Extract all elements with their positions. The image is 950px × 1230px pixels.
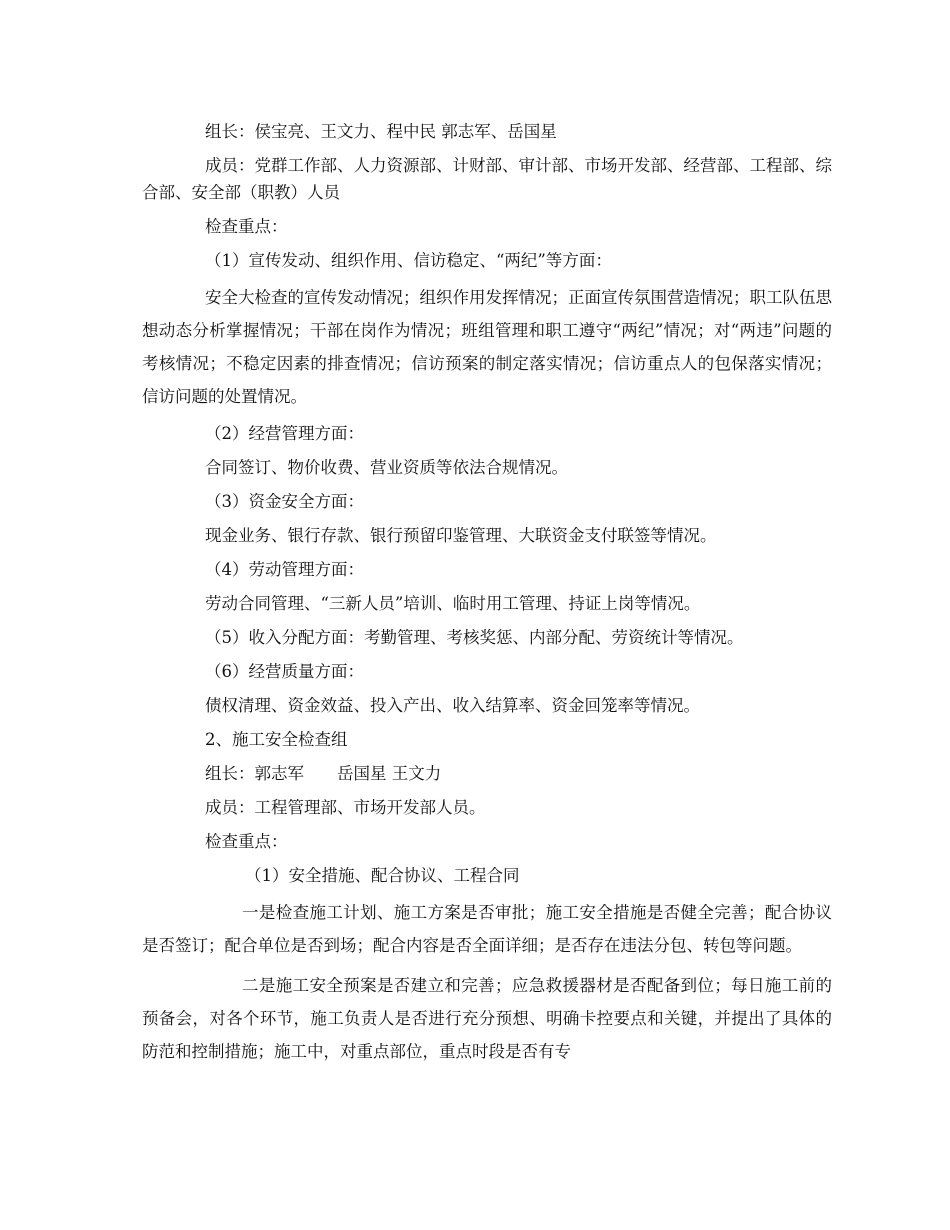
- item3-body: 现金业务、银行存款、银行预留印鉴管理、大联资金支付联签等情况。: [205, 526, 717, 545]
- g2-para1: 一是检查施工计划、施工方案是否审批；施工安全措施是否健全完善；配合协议是否签订；配合单位是否到场；配合内容是否全面详细；是否存在违法分包、转包等问题。: [142, 903, 832, 955]
- item4-title: （4）劳动管理方面：: [205, 560, 364, 579]
- item5-title: （5）收入分配方面：考勤管理、考核奖惩、内部分配、劳资统计等情况。: [205, 628, 744, 647]
- item1-body: 安全大检查的宣传发动情况；组织作用发挥情况；正面宣传氛围营造情况；职工队伍思想动态分析掌握情况；干部在岗作为情况；班组管理和职工遵守“两纪”情况；对“两违”问题的考核情况；不稳定因素的排查情况；信访预案的制定落实情况；信访重点人的包保落实情况；信访问题的处置情况。: [142, 288, 832, 406]
- item3-title: （3）资金安全方面：: [205, 492, 364, 511]
- group2-leaders: 组长：郭志军 岳国星 王文力: [205, 764, 442, 783]
- item4-body: 劳动合同管理、“三新人员”培训、临时用工管理、持证上岗等情况。: [205, 594, 701, 613]
- group1-members: 成员：党群工作部、人力资源部、计财部、审计部、市场开发部、经营部、工程部、综合部、安全部（职教）人员: [142, 156, 832, 202]
- group1-focus-heading: 检查重点：: [205, 217, 288, 236]
- item2-body: 合同签订、物价收费、营业资质等依法合规情况。: [205, 458, 568, 477]
- item2-title: （2）经营管理方面：: [205, 424, 364, 443]
- item1-title: （1）宣传发动、组织作用、信访稳定、“两纪”等方面：: [205, 251, 612, 270]
- g2-item1-title: （1）安全措施、配合协议、工程合同: [245, 866, 520, 885]
- document-body: [142, 118, 832, 1068]
- group2-title: 2、施工安全检查组: [205, 730, 348, 749]
- item6-body: 债权清理、资金效益、投入产出、收入结算率、资金回笼率等情况。: [205, 696, 700, 715]
- group1-leaders: 组长：侯宝亮、王文力、程中民 郭志军、岳国星: [205, 122, 557, 141]
- g2-para2: 二是施工安全预案是否建立和完善；应急救援器材是否配备到位；每日施工前的预备会，对各个环节，施工负责人是否进行充分预想、明确卡控要点和关键，并提出了具体的防范和控制措施；施工中，对重点部位，重点时段是否有专: [142, 976, 832, 1061]
- group2-focus-heading: 检查重点：: [205, 832, 288, 851]
- group2-members: 成员：工程管理部、市场开发部人员。: [205, 798, 486, 817]
- item6-title: （6）经营质量方面：: [205, 662, 364, 681]
